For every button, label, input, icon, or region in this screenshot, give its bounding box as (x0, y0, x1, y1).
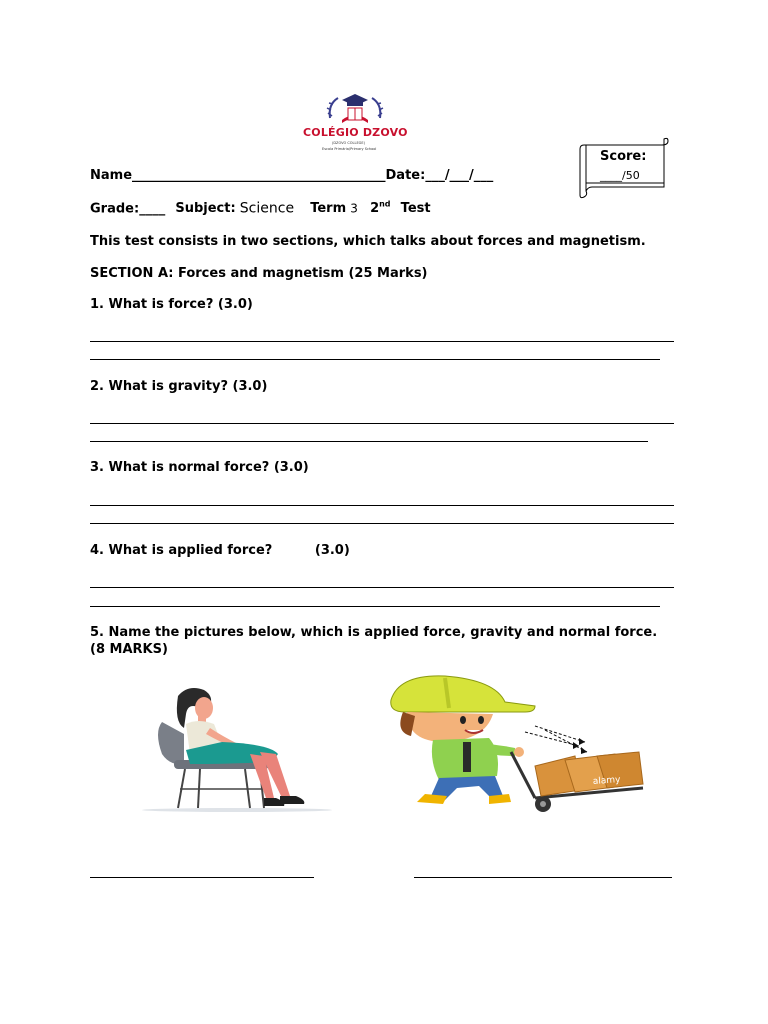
score-label: Score: (600, 149, 647, 164)
woman-sitting-icon (140, 684, 335, 814)
date-label: Date: (385, 168, 426, 183)
subject-value: Science (239, 200, 295, 217)
answer-line-4a[interactable] (90, 587, 674, 588)
watermark-text: alamy (592, 775, 621, 787)
answer-line-2a[interactable] (90, 423, 674, 424)
answer-line-3a[interactable] (90, 505, 674, 506)
test-suffix: nd (379, 200, 391, 209)
term-value: 3 (350, 201, 358, 216)
answer-line-1a[interactable] (90, 341, 674, 342)
answer-line-1b[interactable] (90, 359, 660, 360)
question-1: 1. What is force? (3.0) (90, 297, 253, 312)
test-label: Test (400, 201, 431, 217)
question-5-line1: 5. Name the pictures below, which is applied force, gravity and normal force. (90, 625, 658, 640)
term-label: Term (310, 201, 347, 217)
question-3: 3. What is normal force? (3.0) (90, 460, 309, 475)
question-2: 2. What is gravity? (3.0) (90, 379, 268, 394)
score-value: ____/50 (600, 169, 640, 182)
grade-field[interactable]: ____ (139, 201, 166, 217)
picture-answer-line-right[interactable] (414, 877, 672, 878)
question-4-marks: (3.0) (314, 543, 350, 558)
answer-line-2b[interactable] (90, 441, 648, 442)
scroll-icon (578, 137, 670, 199)
subject-label: Subject: (175, 201, 236, 217)
question-5-line2: (8 MARKS) (90, 642, 168, 657)
worker-trolley-icon (385, 672, 650, 817)
picture-answer-line-left[interactable] (90, 877, 314, 878)
grade-row (90, 200, 431, 216)
question-4-text: 4. What is applied force? (90, 543, 273, 558)
question-4 (90, 543, 350, 558)
worker-trolley-image (385, 672, 650, 817)
name-label: Name (90, 168, 133, 183)
name-row (90, 168, 493, 183)
section-a-heading: SECTION A: Forces and magnetism (25 Marks) (90, 266, 428, 281)
name-field[interactable]: _______________________________________ (132, 168, 386, 183)
grade-label: Grade: (90, 201, 140, 217)
answer-line-4b[interactable] (90, 606, 660, 607)
score-box (578, 137, 670, 199)
answer-line-3b[interactable] (90, 523, 674, 524)
school-name: COLÉGIO DZOVO (303, 126, 408, 139)
school-logo (300, 92, 410, 154)
school-type: Escola Primária/Primary School (322, 147, 377, 151)
date-field[interactable]: ___/___/___ (425, 168, 494, 183)
intro-text: This test consists in two sections, which talks about forces and magnetism. (90, 234, 646, 249)
woman-sitting-image (140, 684, 335, 814)
test-number: 2nd (370, 200, 391, 217)
school-name-english: (DZOVO COLLEGE) (332, 141, 365, 145)
